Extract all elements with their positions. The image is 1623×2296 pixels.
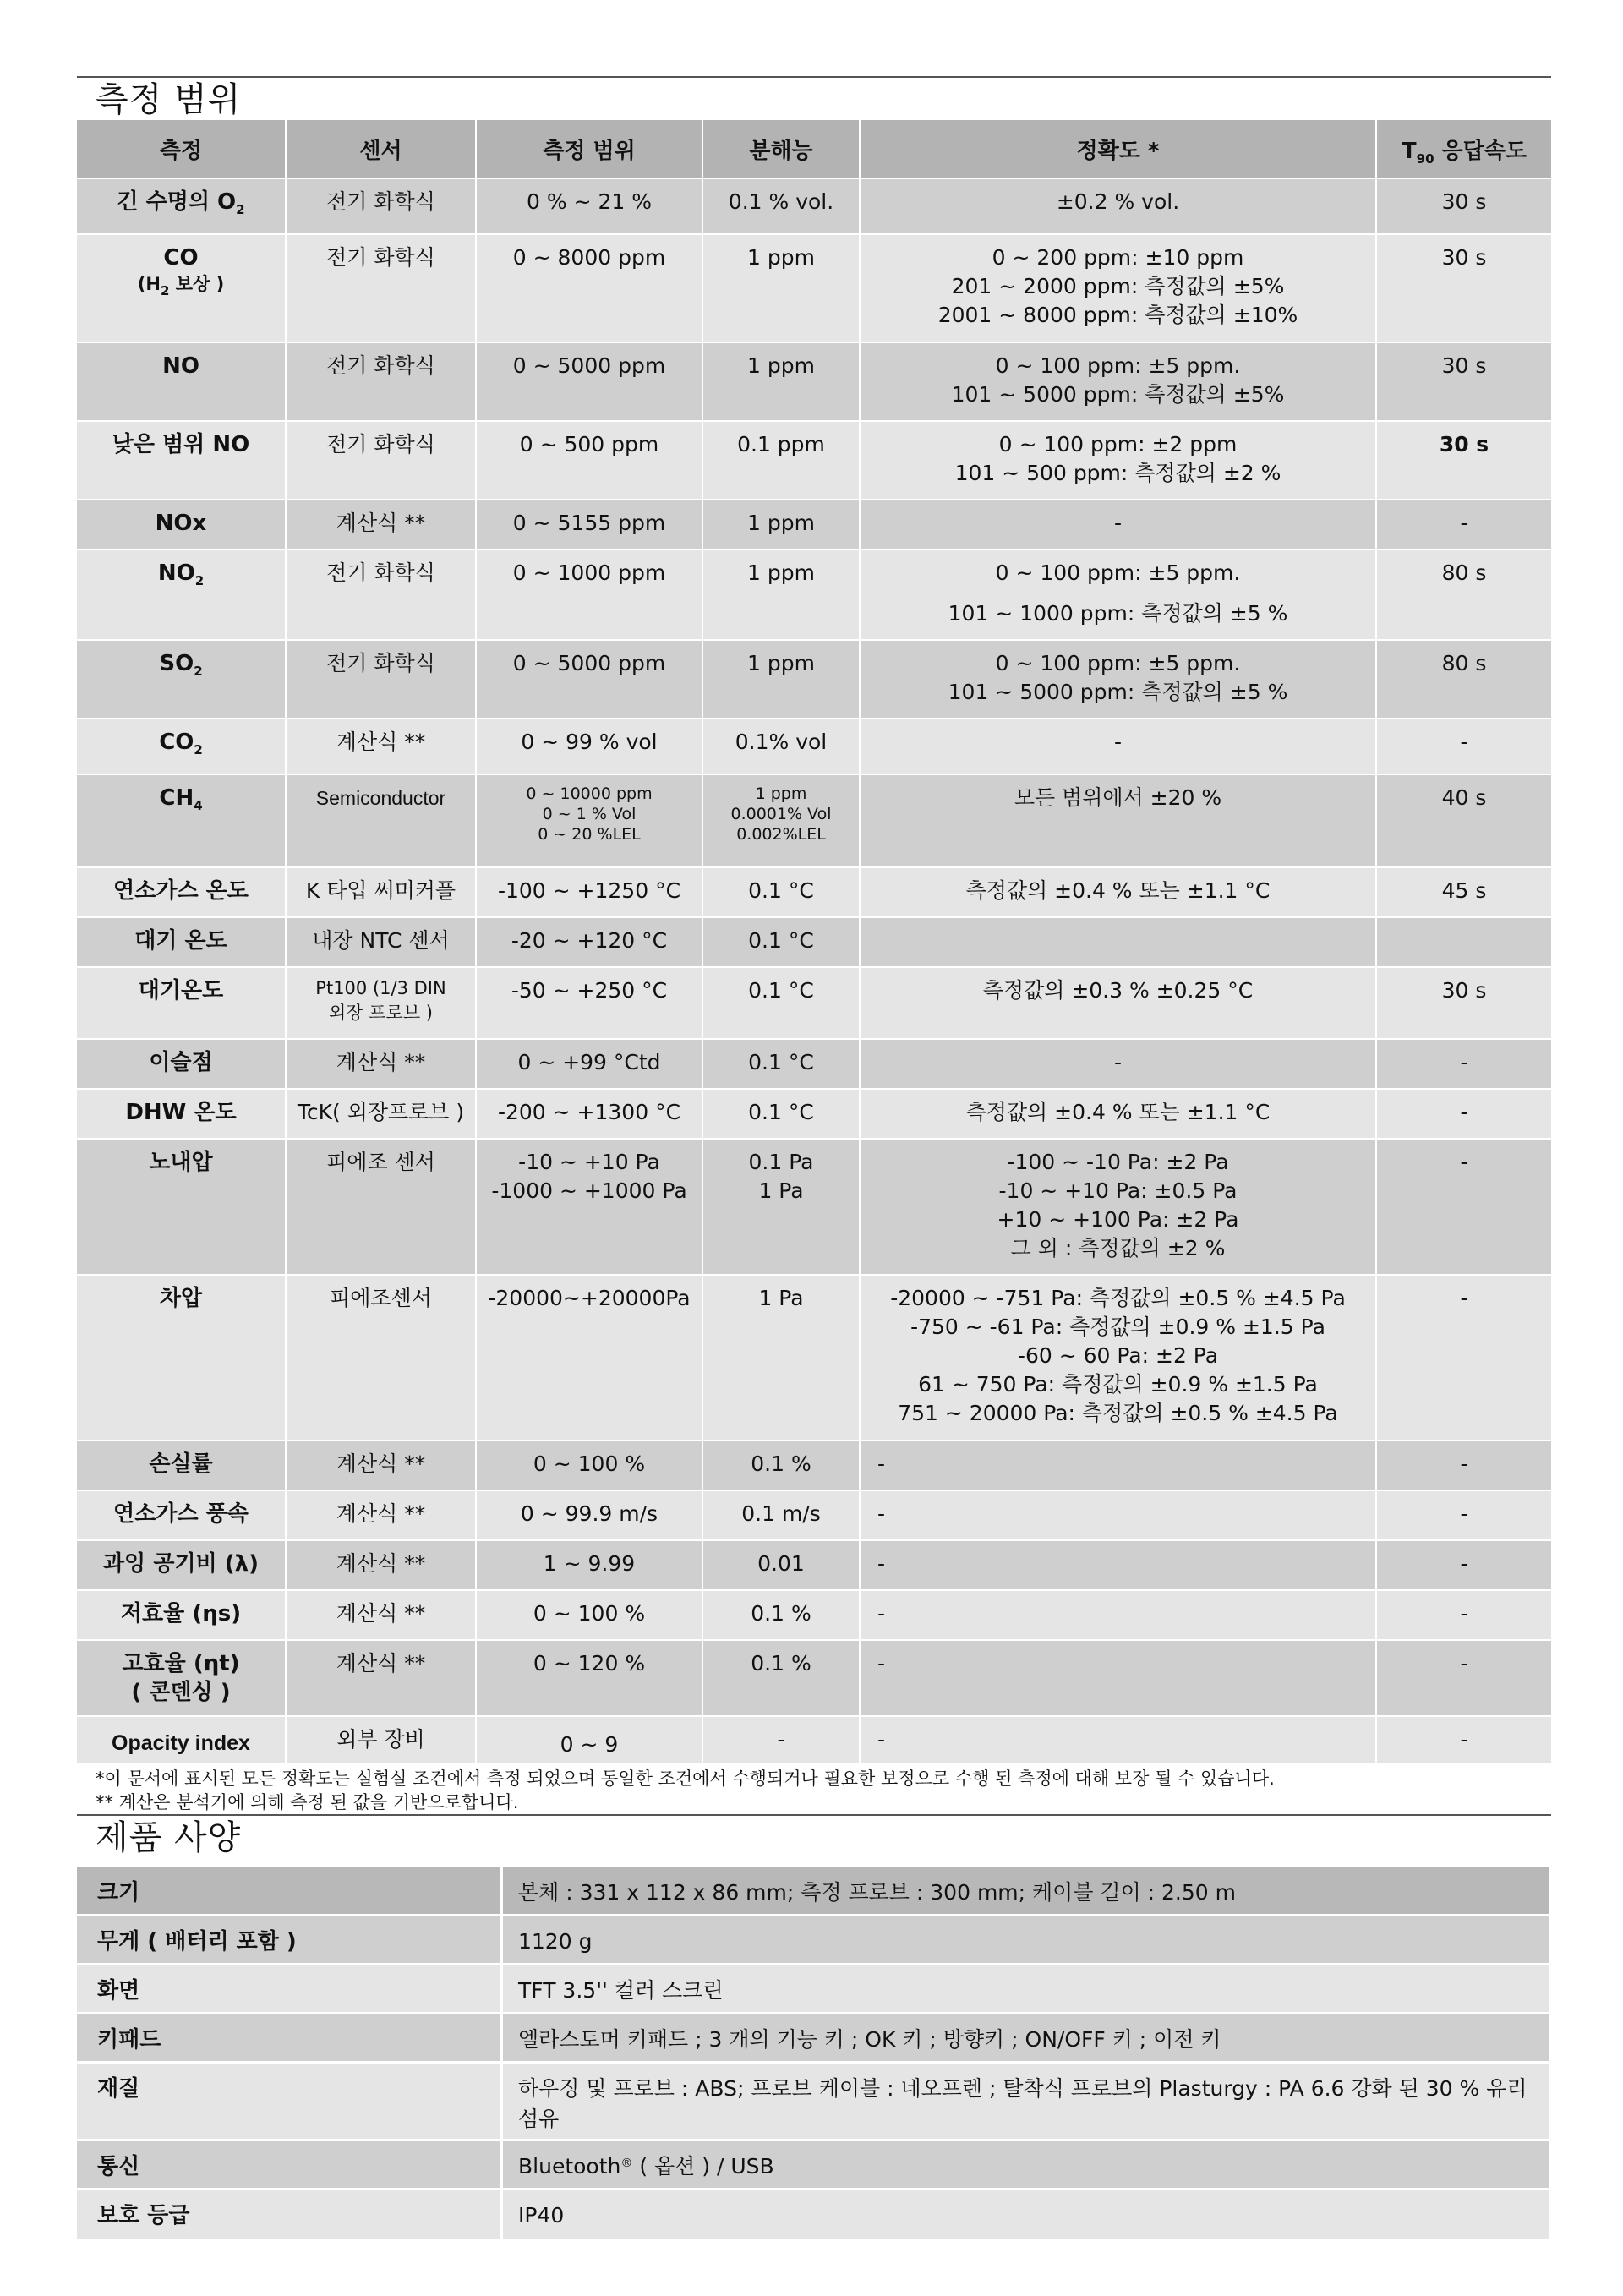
footnotes: [96, 1767, 1583, 1814]
cell-measurement: NO: [77, 342, 286, 421]
cell-resolution: 0.1 °C: [702, 1089, 860, 1139]
cell-t90: 80 s: [1376, 549, 1551, 640]
cell-t90: 30 s: [1376, 967, 1551, 1039]
cell-accuracy: 0 ~ 100 ppm: ±5 ppm. 101 ~ 5000 ppm: 측정값의 ±5%: [860, 342, 1376, 421]
cell-t90: -: [1376, 1275, 1551, 1440]
cell-t90: 40 s: [1376, 774, 1551, 867]
cell-resolution: 0.1% vol: [702, 719, 860, 774]
cell-range: -20000~+20000Pa: [476, 1275, 702, 1440]
cell-range: -100 ~ +1250 °C: [476, 867, 702, 917]
cell-range: 0 ~ 100 %: [476, 1590, 702, 1640]
footnote-accuracy: *이 문서에 표시된 모든 정확도는 실험실 조건에서 측정 되었으며 동일한 조건에서 수행되거나 필요한 보정으로 수행 된 측정에 대해 보장 될 수 있습니다.: [96, 1768, 1275, 1789]
measurement-range-table: [77, 120, 1551, 1763]
table-row: [77, 917, 1551, 967]
cell-accuracy: 측정값의 ±0.3 % ±0.25 °C: [860, 967, 1376, 1039]
cell-measurement: 이슬점: [77, 1039, 286, 1089]
cell-accuracy: 0 ~ 100 ppm: ±5 ppm. 101 ~ 1000 ppm: 측정값의 ±5 %: [860, 549, 1376, 640]
spec-row: [77, 1965, 1549, 2014]
table-row: [77, 967, 1551, 1039]
section-rule: [77, 1814, 1551, 1816]
cell-measurement: 긴 수명의 $O_2$: [77, 178, 286, 234]
cell-t90: -: [1376, 1540, 1551, 1590]
cell-accuracy: -: [860, 1039, 1376, 1089]
cell-sensor: 피에조 센서: [286, 1139, 476, 1275]
cell-t90: 30 s: [1376, 342, 1551, 421]
table-row: [77, 1716, 1551, 1763]
cell-t90: -: [1376, 1490, 1551, 1540]
table-row: [77, 867, 1551, 917]
cell-resolution: 0.1 °C: [702, 917, 860, 967]
cell-t90: -: [1376, 1139, 1551, 1275]
col-header-accuracy: 정확도 *: [860, 120, 1376, 178]
cell-measurement: $SO_2$: [77, 640, 286, 719]
spec-key: 크기: [77, 1867, 502, 1916]
cell-range: -20 ~ +120 °C: [476, 917, 702, 967]
response-label: 응답속도: [1441, 138, 1527, 164]
cell-resolution: 1 ppm 0.0001% Vol 0.002%LEL: [702, 774, 860, 867]
spec-row: [77, 2189, 1549, 2239]
cell-range: -200 ~ +1300 °C: [476, 1089, 702, 1139]
cell-range: 0 ~ 5155 ppm: [476, 500, 702, 549]
cell-measurement: 저효율 (ηs): [77, 1590, 286, 1640]
cell-range: 0 ~ 10000 ppm 0 ~ 1 % Vol 0 ~ 20 %LEL: [476, 774, 702, 867]
cell-sensor: 전기 화학식: [286, 178, 476, 234]
cell-range: 0 ~ 8000 ppm: [476, 234, 702, 342]
spec-key: 무게 ( 배터리 포함 ): [77, 1916, 502, 1965]
cell-measurement: 고효율 (ηt) ( 콘덴싱 ): [77, 1640, 286, 1716]
cell-resolution: 0.1 °C: [702, 967, 860, 1039]
cell-range: 0 ~ 500 ppm: [476, 421, 702, 500]
cell-resolution: 0.1 %: [702, 1590, 860, 1640]
spec-row: [77, 1916, 1549, 1965]
col-header-resolution: 분해능: [702, 120, 860, 178]
cell-sensor: 계산식 **: [286, 1640, 476, 1716]
cell-resolution: -: [702, 1716, 860, 1763]
cell-resolution: 0.1 %: [702, 1440, 860, 1490]
cell-range: 0 ~ +99 °Ctd: [476, 1039, 702, 1089]
spec-key: 보호 등급: [77, 2189, 502, 2239]
table-row: [77, 1139, 1551, 1275]
cell-range: -10 ~ +10 Pa -1000 ~ +1000 Pa: [476, 1139, 702, 1275]
table-row: [77, 1275, 1551, 1440]
cell-sensor: 피에조센서: [286, 1275, 476, 1440]
cell-accuracy: ±0.2 % vol.: [860, 178, 1376, 234]
cell-t90: -: [1376, 1440, 1551, 1490]
cell-measurement: $CO_2$: [77, 719, 286, 774]
cell-measurement: 차압: [77, 1275, 286, 1440]
table-row: [77, 178, 1551, 234]
cell-resolution: 1 ppm: [702, 549, 860, 640]
cell-accuracy: [860, 917, 1376, 967]
spec-key: 키패드: [77, 2014, 502, 2063]
col-header-range: 측정 범위: [476, 120, 702, 178]
response-t: T: [1401, 138, 1417, 164]
table-row: [77, 1440, 1551, 1490]
cell-accuracy: 모든 범위에서 ±20 %: [860, 774, 1376, 867]
cell-resolution: 0.1 ppm: [702, 421, 860, 500]
cell-accuracy: 0 ~ 100 ppm: ±2 ppm 101 ~ 500 ppm: 측정값의 ±2 %: [860, 421, 1376, 500]
cell-range: 0 ~ 1000 ppm: [476, 549, 702, 640]
cell-range: 0 ~ 100 %: [476, 1440, 702, 1490]
table-row: [77, 549, 1551, 640]
cell-measurement: NOx: [77, 500, 286, 549]
table-row: [77, 640, 1551, 719]
cell-sensor: 전기 화학식: [286, 234, 476, 342]
cell-range: 0 ~ 5000 ppm: [476, 342, 702, 421]
cell-sensor: 계산식 **: [286, 1490, 476, 1540]
table-row: [77, 500, 1551, 549]
cell-resolution: 1 ppm: [702, 500, 860, 549]
cell-measurement: Opacity index: [77, 1716, 286, 1763]
cell-resolution: 0.1 Pa 1 Pa: [702, 1139, 860, 1275]
cell-sensor: 외부 장비: [286, 1716, 476, 1763]
cell-t90: -: [1376, 1039, 1551, 1089]
cell-resolution: 0.1 °C: [702, 1039, 860, 1089]
cell-measurement: 낮은 범위 NO: [77, 421, 286, 500]
cell-sensor: 계산식 **: [286, 1540, 476, 1590]
table-row: [77, 1590, 1551, 1640]
cell-resolution: 0.01: [702, 1540, 860, 1590]
cell-accuracy: -20000 ~ -751 Pa: 측정값의 ±0.5 % ±4.5 Pa -750 ~ -61 Pa: 측정값의 ±0.9 % ±1.5 Pa -60 ~ 60 Pa: ±2 Pa 61 ~ 750 Pa: 측정값의 ±0.9 % ±1.5 Pa 751 ~ 20000 Pa: 측정값의 ±0.5 % ±4.5 Pa: [860, 1275, 1376, 1440]
section-title-product-spec: 제품 사양: [96, 1818, 242, 1857]
table-row: [77, 1540, 1551, 1590]
table-row: [77, 1089, 1551, 1139]
table-row: [77, 421, 1551, 500]
cell-t90: 30 s: [1376, 178, 1551, 234]
cell-accuracy: -: [860, 500, 1376, 549]
cell-range: 0 ~ 9: [476, 1716, 702, 1763]
cell-sensor: 전기 화학식: [286, 342, 476, 421]
cell-accuracy: -: [860, 1540, 1376, 1590]
cell-measurement: 과잉 공기비 (λ): [77, 1540, 286, 1590]
cell-resolution: 0.1 °C: [702, 867, 860, 917]
cell-resolution: 1 ppm: [702, 342, 860, 421]
cell-resolution: 0.1 m/s: [702, 1490, 860, 1540]
col-header-response: [1376, 120, 1551, 178]
table-row: [77, 342, 1551, 421]
cell-resolution: 0.1 %: [702, 1640, 860, 1716]
cell-range: 0 ~ 99 % vol: [476, 719, 702, 774]
cell-sensor: 내장 NTC 센서: [286, 917, 476, 967]
cell-resolution: 1 Pa: [702, 1275, 860, 1440]
cell-t90: -: [1376, 1089, 1551, 1139]
table-row: [77, 234, 1551, 342]
cell-t90: -: [1376, 1640, 1551, 1716]
top-rule: [77, 76, 1551, 78]
table-row: [77, 1039, 1551, 1089]
cell-resolution: 1 ppm: [702, 640, 860, 719]
cell-resolution: 0.1 % vol.: [702, 178, 860, 234]
cell-accuracy: 0 ~ 200 ppm: ±10 ppm 201 ~ 2000 ppm: 측정값의 ±5% 2001 ~ 8000 ppm: 측정값의 ±10%: [860, 234, 1376, 342]
table-header-row: [77, 120, 1551, 178]
cell-range: 1 ~ 9.99: [476, 1540, 702, 1590]
spec-value: IP40: [502, 2189, 1549, 2239]
cell-resolution: 1 ppm: [702, 234, 860, 342]
cell-range: -50 ~ +250 °C: [476, 967, 702, 1039]
product-spec-table: [77, 1865, 1549, 2239]
cell-sensor: 전기 화학식: [286, 549, 476, 640]
col-header-measurement: 측정: [77, 120, 286, 178]
cell-accuracy: -: [860, 1716, 1376, 1763]
cell-t90: 45 s: [1376, 867, 1551, 917]
cell-accuracy: 0 ~ 100 ppm: ±5 ppm. 101 ~ 5000 ppm: 측정값의 ±5 %: [860, 640, 1376, 719]
cell-sensor: K 타입 써머커플: [286, 867, 476, 917]
cell-accuracy: -: [860, 719, 1376, 774]
cell-accuracy: -: [860, 1440, 1376, 1490]
cell-accuracy: -: [860, 1640, 1376, 1716]
table-row: [77, 719, 1551, 774]
spec-key: 재질: [77, 2063, 502, 2140]
cell-sensor: 계산식 **: [286, 719, 476, 774]
cell-t90: -: [1376, 1716, 1551, 1763]
cell-measurement: CO ($H_2$ 보상 ): [77, 234, 286, 342]
cell-sensor: 전기 화학식: [286, 421, 476, 500]
cell-t90: 30 s: [1376, 421, 1551, 500]
spec-key: 화면: [77, 1965, 502, 2014]
cell-t90: [1376, 917, 1551, 967]
cell-measurement: $NO_2$: [77, 549, 286, 640]
spec-value: 하우징 및 프로브 : ABS; 프로브 케이블 : 네오프렌 ; 탈착식 프로브의 Plasturgy : PA 6.6 강화 된 30 % 유리 섬유: [502, 2063, 1549, 2140]
cell-accuracy: -: [860, 1590, 1376, 1640]
cell-t90: 80 s: [1376, 640, 1551, 719]
spec-value: Bluetooth® ( 옵션 ) / USB: [502, 2140, 1549, 2189]
table-row: [77, 1490, 1551, 1540]
cell-measurement: 손실률: [77, 1440, 286, 1490]
cell-t90: -: [1376, 500, 1551, 549]
table-row: [77, 774, 1551, 867]
spec-value: 본체 : 331 x 112 x 86 mm; 측정 프로브 : 300 mm; 케이블 길이 : 2.50 m: [502, 1867, 1549, 1916]
cell-sensor: 계산식 **: [286, 1039, 476, 1089]
cell-accuracy: 측정값의 ±0.4 % 또는 ±1.1 °C: [860, 867, 1376, 917]
cell-range: 0 % ~ 21 %: [476, 178, 702, 234]
footnote-calculation: ** 계산은 분석기에 의해 측정 된 값을 기반으로합니다.: [96, 1792, 519, 1812]
cell-measurement: 연소가스 온도: [77, 867, 286, 917]
cell-measurement: 연소가스 풍속: [77, 1490, 286, 1540]
spec-row: [77, 2140, 1549, 2189]
spec-value: 엘라스토머 키패드 ; 3 개의 기능 키 ; OK 키 ; 방향키 ; ON/OFF 키 ; 이전 키: [502, 2014, 1549, 2063]
table-row: [77, 1640, 1551, 1716]
cell-sensor: 계산식 **: [286, 1440, 476, 1490]
response-t-sub: 90: [1416, 150, 1434, 167]
cell-range: 0 ~ 5000 ppm: [476, 640, 702, 719]
cell-accuracy: 측정값의 ±0.4 % 또는 ±1.1 °C: [860, 1089, 1376, 1139]
cell-t90: -: [1376, 1590, 1551, 1640]
cell-measurement: $CH_4$: [77, 774, 286, 867]
spec-value: TFT 3.5'' 컬러 스크린: [502, 1965, 1549, 2014]
cell-measurement: 대기 온도: [77, 917, 286, 967]
cell-sensor: 계산식 **: [286, 1590, 476, 1640]
cell-accuracy: -100 ~ -10 Pa: ±2 Pa -10 ~ +10 Pa: ±0.5 Pa +10 ~ +100 Pa: ±2 Pa 그 외 : 측정값의 ±2 %: [860, 1139, 1376, 1275]
section-title-measurement-range: 측정 범위: [96, 80, 242, 119]
cell-t90: 30 s: [1376, 234, 1551, 342]
spec-value: 1120 g: [502, 1916, 1549, 1965]
cell-sensor: TcK( 외장프로브 ): [286, 1089, 476, 1139]
spec-row: [77, 1867, 1549, 1916]
col-header-sensor: 센서: [286, 120, 476, 178]
cell-range: 0 ~ 99.9 m/s: [476, 1490, 702, 1540]
spec-key: 통신: [77, 2140, 502, 2189]
cell-sensor: Pt100 (1/3 DIN 외장 프로브 ): [286, 967, 476, 1039]
cell-measurement: 대기온도: [77, 967, 286, 1039]
spec-row: [77, 2063, 1549, 2140]
cell-sensor: Semiconductor: [286, 774, 476, 867]
cell-measurement: DHW 온도: [77, 1089, 286, 1139]
cell-sensor: 계산식 **: [286, 500, 476, 549]
cell-accuracy: -: [860, 1490, 1376, 1540]
cell-range: 0 ~ 120 %: [476, 1640, 702, 1716]
cell-measurement: 노내압: [77, 1139, 286, 1275]
cell-t90: -: [1376, 719, 1551, 774]
spec-row: [77, 2014, 1549, 2063]
cell-sensor: 전기 화학식: [286, 640, 476, 719]
